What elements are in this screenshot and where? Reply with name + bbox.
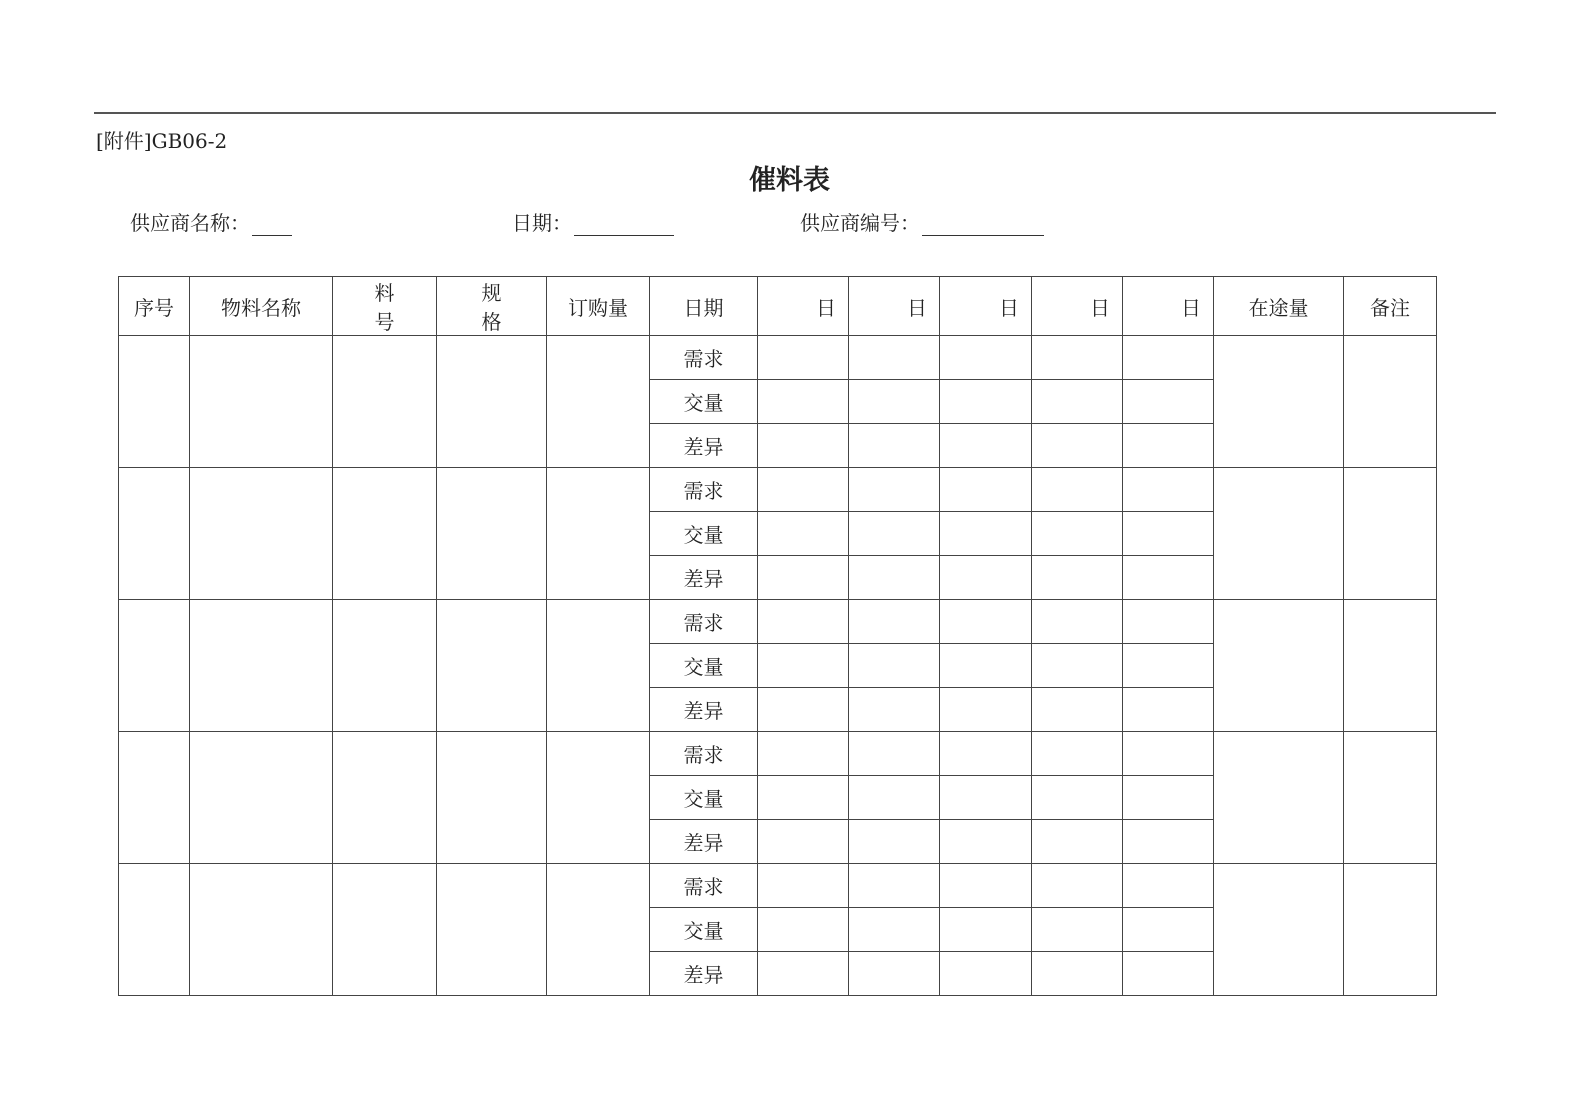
date-blank[interactable] bbox=[574, 215, 674, 236]
date-label: 日期： bbox=[512, 211, 572, 235]
day-value-cell[interactable] bbox=[1032, 732, 1123, 776]
part-no-cell[interactable] bbox=[333, 864, 437, 996]
in-transit-cell[interactable] bbox=[1214, 468, 1344, 600]
table-row bbox=[119, 468, 1437, 512]
day-value-cell[interactable] bbox=[1123, 732, 1214, 776]
header-remarks: 备注 bbox=[1344, 277, 1437, 336]
header-order-qty: 订购量 bbox=[547, 277, 650, 336]
day-value-cell[interactable] bbox=[849, 512, 940, 556]
remarks-cell[interactable] bbox=[1344, 732, 1437, 864]
day-value-cell[interactable] bbox=[849, 644, 940, 688]
day-value-cell[interactable] bbox=[758, 424, 849, 468]
day-value-cell[interactable] bbox=[940, 336, 1032, 380]
day-value-cell[interactable] bbox=[940, 556, 1032, 600]
urge-material-table bbox=[118, 276, 1437, 996]
spec-cell[interactable] bbox=[437, 468, 547, 600]
day-value-cell[interactable] bbox=[1123, 644, 1214, 688]
header-spec: 规 格 bbox=[437, 277, 547, 336]
row-type-label: 差异 bbox=[650, 424, 758, 468]
table-body bbox=[119, 336, 1437, 996]
day-value-cell[interactable] bbox=[849, 424, 940, 468]
page-title: 催料表 bbox=[749, 165, 830, 196]
header-day: 日 bbox=[1123, 277, 1214, 336]
header-day: 日 bbox=[1032, 277, 1123, 336]
date-field[interactable] bbox=[512, 207, 674, 236]
day-value-cell[interactable] bbox=[1123, 424, 1214, 468]
day-value-cell[interactable] bbox=[940, 688, 1032, 732]
day-value-cell[interactable] bbox=[849, 952, 940, 996]
day-value-cell[interactable] bbox=[758, 908, 849, 952]
table-row bbox=[119, 600, 1437, 644]
day-value-cell[interactable] bbox=[940, 644, 1032, 688]
day-value-cell[interactable] bbox=[849, 600, 940, 644]
day-value-cell[interactable] bbox=[849, 380, 940, 424]
row-type-label: 交量 bbox=[650, 644, 758, 688]
day-value-cell[interactable] bbox=[758, 776, 849, 820]
part-no-cell[interactable] bbox=[333, 336, 437, 468]
day-value-cell[interactable] bbox=[940, 908, 1032, 952]
day-value-cell[interactable] bbox=[1123, 468, 1214, 512]
spec-cell[interactable] bbox=[437, 336, 547, 468]
part-no-cell[interactable] bbox=[333, 600, 437, 732]
row-type-label: 交量 bbox=[650, 380, 758, 424]
day-value-cell[interactable] bbox=[1123, 512, 1214, 556]
day-value-cell[interactable] bbox=[758, 688, 849, 732]
day-value-cell[interactable] bbox=[940, 424, 1032, 468]
day-value-cell[interactable] bbox=[940, 820, 1032, 864]
day-value-cell[interactable] bbox=[1123, 380, 1214, 424]
row-type-label: 交量 bbox=[650, 512, 758, 556]
table-row bbox=[119, 336, 1437, 380]
day-value-cell[interactable] bbox=[849, 468, 940, 512]
day-value-cell[interactable] bbox=[758, 468, 849, 512]
header-day: 日 bbox=[940, 277, 1032, 336]
spec-cell[interactable] bbox=[437, 600, 547, 732]
order-qty-cell[interactable] bbox=[547, 864, 650, 996]
day-value-cell[interactable] bbox=[758, 732, 849, 776]
seq-cell[interactable] bbox=[119, 336, 190, 468]
day-value-cell[interactable] bbox=[940, 468, 1032, 512]
day-value-cell[interactable] bbox=[1123, 600, 1214, 644]
day-value-cell[interactable] bbox=[849, 336, 940, 380]
day-value-cell[interactable] bbox=[1032, 468, 1123, 512]
seq-cell[interactable] bbox=[119, 468, 190, 600]
row-type-label: 需求 bbox=[650, 600, 758, 644]
order-qty-cell[interactable] bbox=[547, 732, 650, 864]
day-value-cell[interactable] bbox=[849, 820, 940, 864]
material-name-cell[interactable] bbox=[190, 600, 333, 732]
day-value-cell[interactable] bbox=[1032, 380, 1123, 424]
header-seq: 序号 bbox=[119, 277, 190, 336]
row-type-label: 差异 bbox=[650, 820, 758, 864]
material-name-cell[interactable] bbox=[190, 732, 333, 864]
supplier-code-blank[interactable] bbox=[922, 215, 1044, 236]
day-value-cell[interactable] bbox=[849, 556, 940, 600]
day-value-cell[interactable] bbox=[1032, 556, 1123, 600]
part-no-cell[interactable] bbox=[333, 732, 437, 864]
day-value-cell[interactable] bbox=[1123, 864, 1214, 908]
day-value-cell[interactable] bbox=[1032, 908, 1123, 952]
row-type-label: 需求 bbox=[650, 864, 758, 908]
row-type-label: 需求 bbox=[650, 336, 758, 380]
day-value-cell[interactable] bbox=[849, 864, 940, 908]
day-value-cell[interactable] bbox=[758, 336, 849, 380]
row-type-label: 差异 bbox=[650, 556, 758, 600]
header-row bbox=[119, 277, 1437, 336]
day-value-cell[interactable] bbox=[1032, 336, 1123, 380]
day-value-cell[interactable] bbox=[1123, 776, 1214, 820]
day-value-cell[interactable] bbox=[1032, 776, 1123, 820]
day-value-cell[interactable] bbox=[940, 776, 1032, 820]
day-value-cell[interactable] bbox=[940, 864, 1032, 908]
part-no-cell[interactable] bbox=[333, 468, 437, 600]
header-in-transit: 在途量 bbox=[1214, 277, 1344, 336]
day-value-cell[interactable] bbox=[940, 512, 1032, 556]
day-value-cell[interactable] bbox=[1123, 908, 1214, 952]
row-type-label: 需求 bbox=[650, 468, 758, 512]
row-type-label: 交量 bbox=[650, 776, 758, 820]
spec-cell[interactable] bbox=[437, 864, 547, 996]
day-value-cell[interactable] bbox=[1032, 952, 1123, 996]
remarks-cell[interactable] bbox=[1344, 468, 1437, 600]
order-qty-cell[interactable] bbox=[547, 336, 650, 468]
material-name-cell[interactable] bbox=[190, 864, 333, 996]
day-value-cell[interactable] bbox=[940, 380, 1032, 424]
day-value-cell[interactable] bbox=[849, 776, 940, 820]
spec-cell[interactable] bbox=[437, 732, 547, 864]
header-part-no: 料 号 bbox=[333, 277, 437, 336]
day-value-cell[interactable] bbox=[940, 732, 1032, 776]
material-name-cell[interactable] bbox=[190, 336, 333, 468]
supplier-code-label: 供应商编号： bbox=[800, 211, 920, 235]
day-value-cell[interactable] bbox=[849, 732, 940, 776]
order-qty-cell[interactable] bbox=[547, 468, 650, 600]
supplier-name-blank[interactable] bbox=[252, 215, 292, 236]
row-type-label: 需求 bbox=[650, 732, 758, 776]
day-value-cell[interactable] bbox=[758, 820, 849, 864]
header-day: 日 bbox=[849, 277, 940, 336]
day-value-cell[interactable] bbox=[1032, 512, 1123, 556]
day-value-cell[interactable] bbox=[758, 644, 849, 688]
day-value-cell[interactable] bbox=[1032, 864, 1123, 908]
day-value-cell[interactable] bbox=[758, 512, 849, 556]
day-value-cell[interactable] bbox=[758, 380, 849, 424]
supplier-name-field[interactable] bbox=[130, 207, 292, 236]
header-day: 日 bbox=[758, 277, 849, 336]
in-transit-cell[interactable] bbox=[1214, 600, 1344, 732]
in-transit-cell[interactable] bbox=[1214, 864, 1344, 996]
seq-cell[interactable] bbox=[119, 600, 190, 732]
header-material-name: 物料名称 bbox=[190, 277, 333, 336]
document-code: [附件]GB06-2 bbox=[96, 129, 228, 153]
day-value-cell[interactable] bbox=[1123, 952, 1214, 996]
supplier-name-label: 供应商名称： bbox=[130, 211, 250, 235]
day-value-cell[interactable] bbox=[940, 600, 1032, 644]
day-value-cell[interactable] bbox=[1032, 820, 1123, 864]
day-value-cell[interactable] bbox=[1032, 600, 1123, 644]
table-row bbox=[119, 864, 1437, 908]
order-qty-cell[interactable] bbox=[547, 600, 650, 732]
day-value-cell[interactable] bbox=[1032, 644, 1123, 688]
day-value-cell[interactable] bbox=[758, 556, 849, 600]
seq-cell[interactable] bbox=[119, 732, 190, 864]
day-value-cell[interactable] bbox=[1032, 688, 1123, 732]
day-value-cell[interactable] bbox=[1032, 424, 1123, 468]
in-transit-cell[interactable] bbox=[1214, 336, 1344, 468]
row-type-label: 交量 bbox=[650, 908, 758, 952]
seq-cell[interactable] bbox=[119, 864, 190, 996]
row-type-label: 差异 bbox=[650, 688, 758, 732]
day-value-cell[interactable] bbox=[1123, 556, 1214, 600]
in-transit-cell[interactable] bbox=[1214, 732, 1344, 864]
day-value-cell[interactable] bbox=[849, 908, 940, 952]
supplier-code-field[interactable] bbox=[800, 207, 1044, 236]
remarks-cell[interactable] bbox=[1344, 864, 1437, 996]
top-rule bbox=[94, 112, 1496, 114]
day-value-cell[interactable] bbox=[849, 688, 940, 732]
day-value-cell[interactable] bbox=[940, 952, 1032, 996]
day-value-cell[interactable] bbox=[758, 864, 849, 908]
row-type-label: 差异 bbox=[650, 952, 758, 996]
day-value-cell[interactable] bbox=[1123, 336, 1214, 380]
table-row bbox=[119, 732, 1437, 776]
header-date: 日期 bbox=[650, 277, 758, 336]
remarks-cell[interactable] bbox=[1344, 600, 1437, 732]
day-value-cell[interactable] bbox=[758, 952, 849, 996]
material-name-cell[interactable] bbox=[190, 468, 333, 600]
remarks-cell[interactable] bbox=[1344, 336, 1437, 468]
day-value-cell[interactable] bbox=[1123, 820, 1214, 864]
day-value-cell[interactable] bbox=[758, 600, 849, 644]
day-value-cell[interactable] bbox=[1123, 688, 1214, 732]
